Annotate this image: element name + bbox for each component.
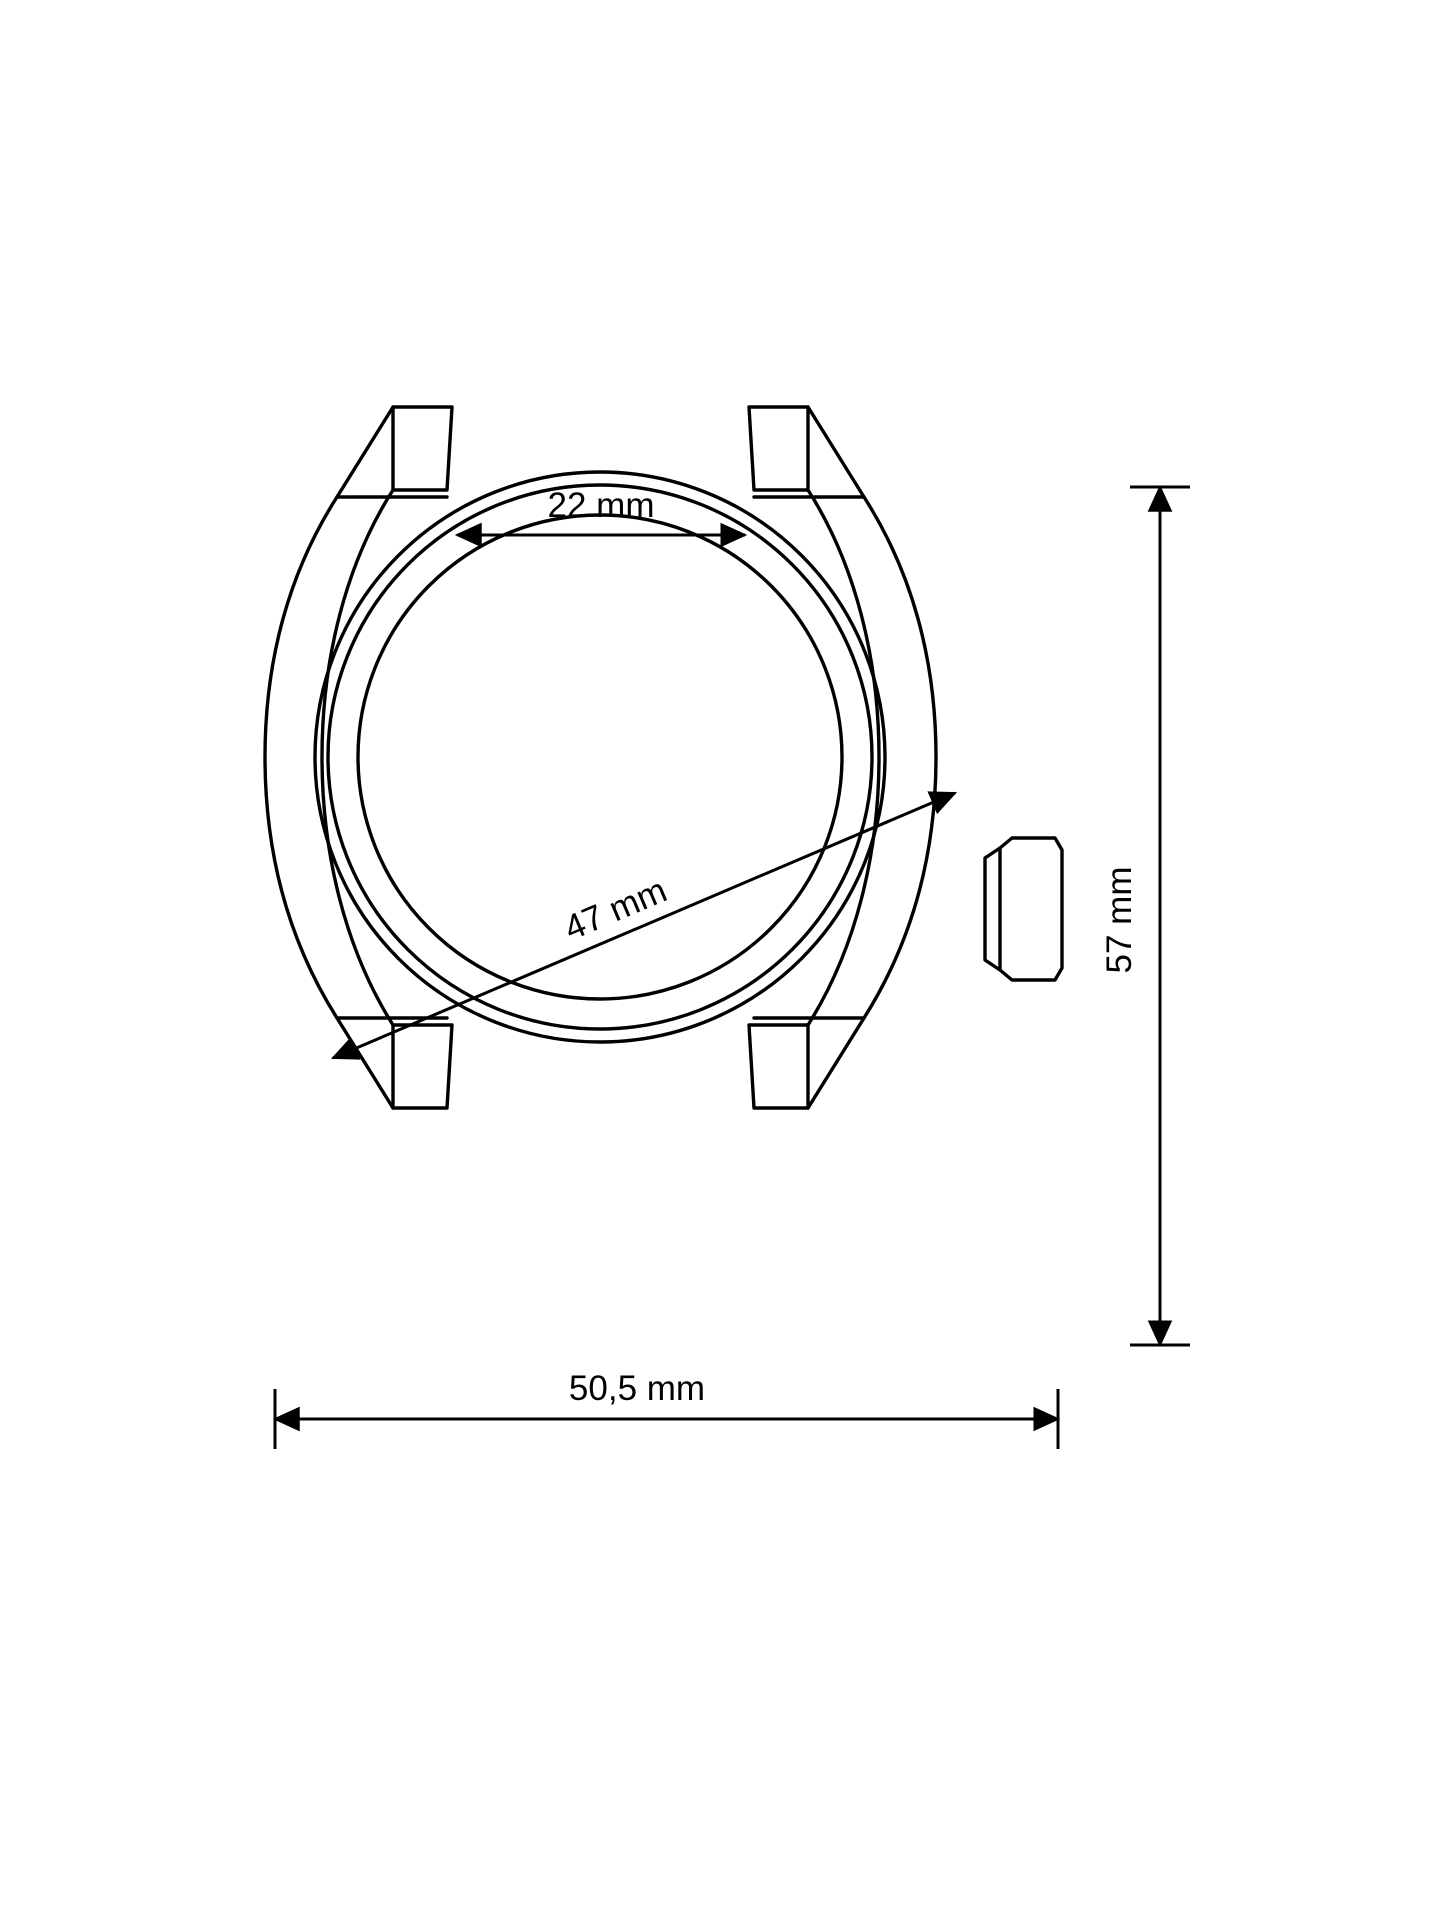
dimension-label-lug-to-lug: 57 mm <box>1100 866 1139 974</box>
dimension-label-lug-width: 22 mm <box>547 486 655 525</box>
dimension-label-case-diameter: 47 mm <box>558 870 673 949</box>
dimension-label-overall-width: 50,5 mm <box>568 1369 706 1408</box>
